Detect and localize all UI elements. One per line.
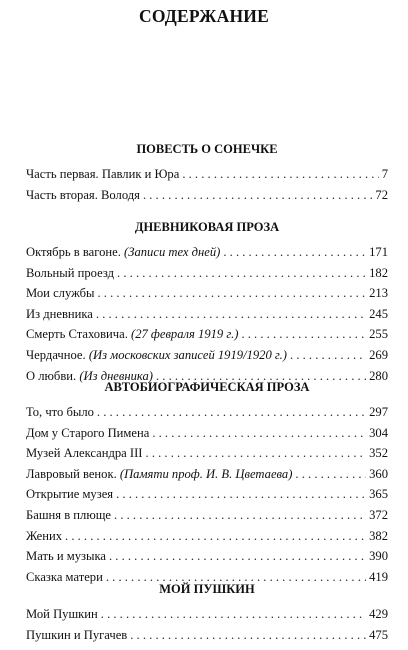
page-number: 280 (369, 368, 388, 383)
entry-title: Музей Александра III (26, 446, 143, 461)
entry-note: (Записи тех дней) (124, 245, 221, 259)
entry-title: Октябрь в вагоне. (26, 245, 121, 259)
toc-entry (26, 505, 388, 526)
section-moy-pushkin (26, 580, 388, 645)
leader-dots (97, 402, 366, 423)
page-number: 429 (369, 607, 388, 621)
toc-list (26, 164, 388, 205)
entry-title: Мои службы (26, 286, 95, 301)
toc-entry (26, 546, 388, 567)
toc-entry (26, 185, 388, 206)
entry-title: Дом у Старого Пимена (26, 425, 150, 440)
toc-entry (26, 345, 388, 366)
entry-title: Сказка матери (26, 569, 103, 584)
entry-note: (Памяти проф. И. В. Цветаева) (119, 466, 293, 481)
page-number: 245 (369, 306, 388, 321)
entry-title: Мать и музыка (26, 549, 106, 564)
toc-entry (26, 164, 388, 185)
leader-dots (295, 464, 366, 485)
leader-dots (109, 546, 366, 567)
leader-dots (65, 526, 366, 547)
entry-title: Открытие музея (26, 487, 114, 502)
toc-entry (26, 283, 388, 304)
page-title: СОДЕРЖАНИЕ (138, 6, 269, 26)
section-povest-o-sonechke (26, 140, 388, 205)
toc-entry (26, 604, 388, 625)
toc-entry (26, 324, 388, 345)
leader-dots (146, 443, 367, 464)
leader-dots (223, 242, 366, 263)
entry-title: Мой Пушкин (26, 607, 98, 621)
toc-entry (26, 443, 388, 464)
leader-dots (117, 263, 366, 284)
entry-title: Часть первая. Павлик и Юра (26, 167, 180, 181)
page-number: 72 (375, 187, 388, 202)
leader-dots (97, 283, 366, 304)
page-number: 372 (369, 507, 388, 522)
section-heading: МОЙ ПУШКИН (159, 582, 255, 596)
leader-dots (182, 164, 378, 185)
toc-entry (26, 625, 388, 646)
leader-dots (152, 423, 366, 444)
entry-title: Вольный проезд (26, 265, 115, 280)
entry-title: То, что было (26, 405, 94, 419)
page-number: 419 (369, 569, 388, 584)
section-heading: ПОВЕСТЬ О СОНЕЧКЕ (136, 142, 278, 156)
toc-entry (26, 484, 388, 505)
entry-note: (Из московских записей 1919/1920 г.) (88, 347, 288, 362)
leader-dots (114, 505, 366, 526)
toc-entry (26, 423, 388, 444)
section-avtobiograficheskaya-proza (26, 378, 388, 587)
toc-entry (26, 402, 388, 423)
entry-title: Часть вторая. Володя (26, 187, 140, 202)
leader-dots (96, 304, 366, 325)
page-number: 182 (369, 265, 388, 280)
page-number: 382 (369, 528, 388, 543)
toc-list (26, 242, 388, 386)
toc-entry (26, 526, 388, 547)
entry-title: Чердачное. (26, 347, 86, 362)
page-number: 255 (369, 327, 388, 342)
section-heading: АВТОБИОГРАФИЧЕСКАЯ ПРОЗА (104, 380, 310, 394)
page-number: 297 (369, 405, 388, 419)
entry-title: Жених (26, 528, 63, 543)
toc-entry (26, 304, 388, 325)
page-number: 7 (381, 167, 388, 181)
toc-list (26, 604, 388, 645)
section-dnevnikovaya-proza (26, 218, 388, 386)
page-number: 304 (369, 425, 388, 440)
entry-title: Смерть Стаховича. (26, 327, 128, 342)
toc-entry (26, 464, 388, 485)
page-number: 171 (369, 245, 388, 259)
entry-title: О любви. (26, 368, 77, 383)
leader-dots (290, 345, 366, 366)
section-heading: ДНЕВНИКОВАЯ ПРОЗА (134, 220, 280, 234)
entry-title: Из дневника (26, 306, 93, 321)
entry-title: Башня в плюще (26, 507, 112, 522)
toc-entry (26, 242, 388, 263)
entry-title: Лавровый венок. (26, 466, 117, 481)
page-number: 352 (369, 446, 388, 461)
page-number: 390 (369, 549, 388, 564)
toc-list (26, 402, 388, 587)
leader-dots (101, 604, 366, 625)
leader-dots (241, 324, 366, 345)
page-number: 475 (369, 627, 388, 642)
entry-note: (Из дневника) (79, 368, 153, 383)
page-number: 365 (369, 487, 388, 502)
page-number: 213 (369, 286, 388, 301)
leader-dots (116, 484, 366, 505)
leader-dots (130, 625, 366, 646)
leader-dots (143, 185, 372, 206)
toc-entry (26, 263, 388, 284)
page-number: 269 (369, 347, 388, 362)
page-number: 360 (369, 466, 388, 481)
entry-note: (27 февраля 1919 г.) (131, 327, 239, 342)
entry-title: Пушкин и Пугачев (26, 627, 128, 642)
